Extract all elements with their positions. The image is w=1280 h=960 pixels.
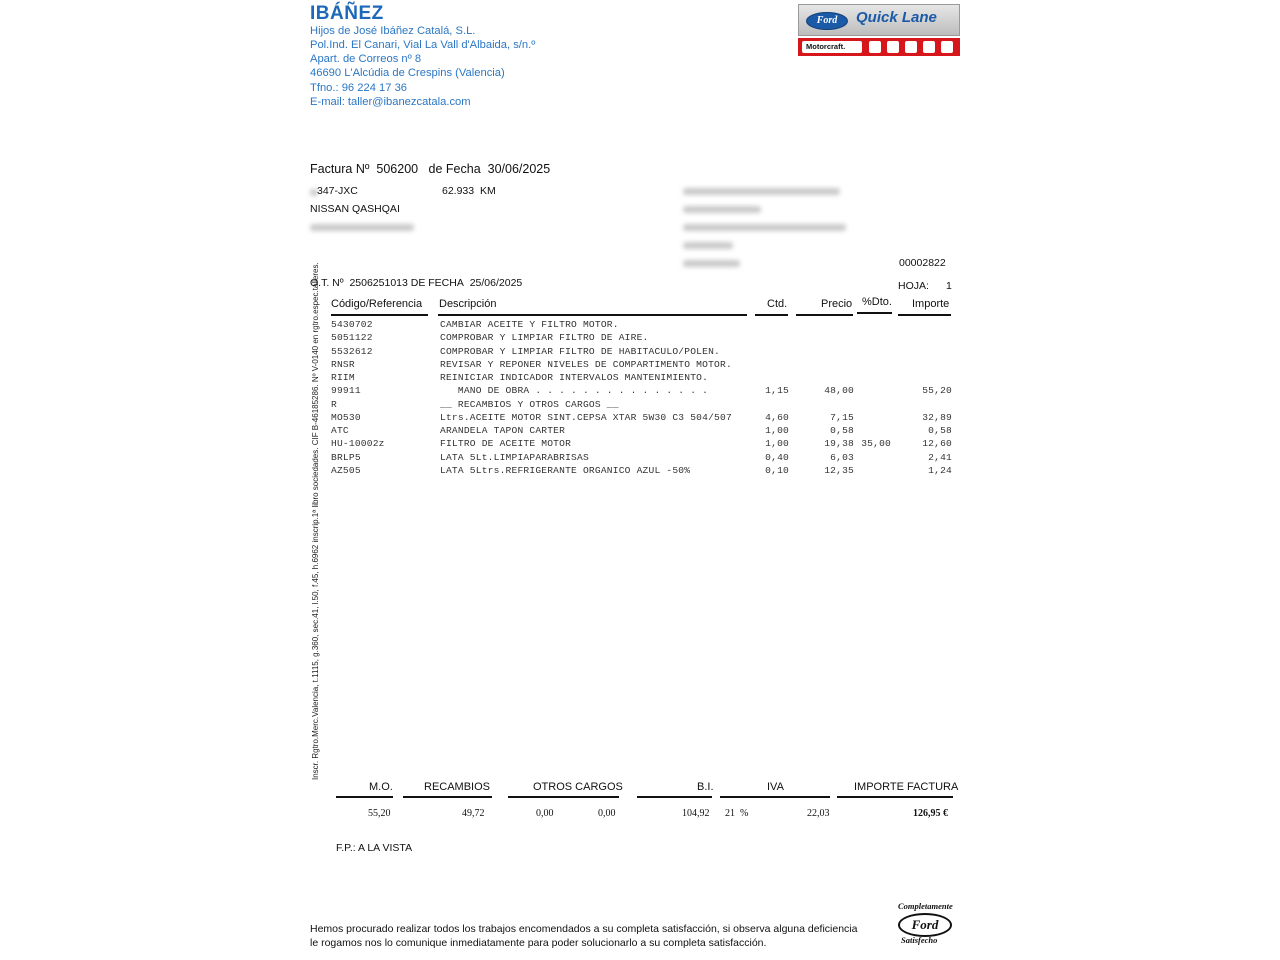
total-underline [336,796,393,798]
invoice-label: Factura Nº [310,162,370,176]
company-email: E-mail: taller@ibanezcatala.com [310,96,471,108]
motorcraft-logo: Motorcraft. [806,42,846,51]
ford-logo: Ford [806,12,848,30]
ot-label: O.T. Nº [310,277,344,289]
redacted-vin [310,224,414,231]
footer-note-line-2: le rogamos nos lo comunique inmediatamente para poder solucionarlo a su completa satisfacción. [310,937,767,949]
ot-number: 2506251013 [349,277,408,289]
row-description: ARANDELA TAPON CARTER [440,425,566,437]
row-price: 7,15 [830,411,854,423]
row-description: __ RECAMBIOS Y OTROS CARGOS __ [440,398,619,410]
row-description: LATA 5Ltrs.REFRIGERANTE ORGANICO AZUL -50% [440,464,691,476]
row-amount: 0,58 [928,425,952,437]
row-quantity: 4,60 [765,411,789,423]
total-underline [637,796,712,798]
row-amount: 2,41 [928,451,952,463]
redacted-client-province [683,242,733,249]
row-description: Ltrs.ACEITE MOTOR SINT.CEPSA XTAR 5W30 C3 504/507 [440,411,732,423]
total-base: 104,92 [682,808,710,819]
row-quantity: 0,10 [765,464,789,476]
satisfaction-top-text: Completamente [898,901,953,911]
row-quantity: 1,00 [765,438,789,450]
sheet-number: 1 [946,280,952,292]
total-other-2: 0,00 [598,808,616,819]
row-discount: 35,00 [861,438,891,450]
header-discount: %Dto. [862,296,892,308]
company-city: 46690 L'Alcúdia de Crespins (Valencia) [310,67,505,79]
vehicle-km [442,185,496,197]
redacted-client-street [683,206,761,213]
company-phone: Tfno.: 96 224 17 36 [310,82,408,94]
company-legal-name: Hijos de José Ibáñez Catalá, S.L. [310,25,476,37]
header-code: Código/Referencia [331,298,423,310]
row-price: 48,00 [824,385,854,397]
row-code: RIIM [331,372,355,384]
row-code: 5051122 [331,332,373,344]
row-price: 19,38 [824,438,854,450]
row-price: 0,58 [830,425,854,437]
battery-icon [887,41,899,53]
company-po-box: Apart. de Correos nº 8 [310,53,422,65]
row-description: FILTRO DE ACEITE MOTOR [440,438,572,450]
payment-terms: F.P.: A LA VISTA [336,842,413,854]
total-label-vat: IVA [767,781,784,793]
row-code: AZ505 [331,464,361,476]
invoice-title [310,162,550,176]
row-code: MO530 [331,411,361,423]
km-value: 62.933 [442,185,475,197]
row-price: 6,03 [830,451,854,463]
total-parts: 49,72 [462,808,485,819]
redacted-client-nif [683,260,740,267]
row-code: HU-10002z [331,438,385,450]
header-amount: Importe [912,298,950,310]
total-vat: 22,03 [807,808,830,819]
row-code: 5532612 [331,345,373,357]
row-amount: 12,60 [922,438,952,450]
tyre-icon [869,41,881,53]
row-amount: 32,89 [922,411,952,423]
ford-satisfaction-logo: Ford [898,913,952,937]
row-quantity: 1,15 [765,385,789,397]
vat-rate: 21 [725,808,735,819]
invoice-date: 30/06/2025 [487,162,551,176]
header-underline [438,314,747,316]
row-amount: 55,20 [922,385,952,397]
header-underline [796,314,853,316]
header-price: Precio [821,298,853,310]
total-underline [508,796,619,798]
total-invoice: 126,95 € [913,808,948,819]
km-unit: KM [479,185,496,197]
sheet-label: HOJA: [898,280,929,292]
total-label-labour: M.O. [369,781,393,793]
row-code: R [331,398,337,410]
header-description: Descripción [439,298,497,310]
footer-note-line-1: Hemos procurado realizar todos los trabajos encomendados a su completa satisfacción, si observa alguna deficiencia [310,923,858,935]
row-description: CAMBIAR ACEITE Y FILTRO MOTOR. [440,319,619,330]
total-label-invoice: IMPORTE FACTURA [854,781,959,793]
header-underline [331,314,428,316]
row-price: 12,35 [824,464,854,476]
satisfaction-bottom-text: Satisfecho [901,935,938,945]
quick-lane-logo: Quick Lane [856,9,937,26]
row-code: ATC [331,425,349,437]
header-underline [898,314,951,316]
brake-icon [941,41,953,53]
registry-text: Inscr. Rgtro.Merc.Valencia, t.1115, g.360, sec.41, l.50, f.45, h.6962 inscrip.1ª libro sociedades. CIF B-46185286. Nº V-0140 en rgtro.espec.talleres. [311,262,320,780]
total-underline [720,796,830,798]
vehicle-model: NISSAN QASHQAI [310,203,400,215]
client-code: 00002822 [899,257,946,269]
total-underline [837,796,953,798]
oil-icon [905,41,917,53]
row-code: RNSR [331,358,355,370]
row-description: COMPROBAR Y LIMPIAR FILTRO DE HABITACULO/POLEN. [440,345,720,357]
row-code: 5430702 [331,319,373,330]
total-underline [403,796,492,798]
company-address: Pol.Ind. El Canari, Vial La Vall d'Albaida, s/n.º [310,39,536,51]
redacted-client-city [683,224,846,231]
row-description: LATA 5Lt.LIMPIAPARABRISAS [440,451,589,463]
ot-date: 25/06/2025 [469,277,523,289]
header-quantity: Ctd. [767,298,788,310]
row-amount: 1,24 [928,464,952,476]
header-underline [857,312,892,314]
total-label-base: B.I. [697,781,714,793]
invoice-number: 506200 [376,162,419,176]
wrench-icon [923,41,935,53]
row-description: REINICIAR INDICADOR INTERVALOS MANTENIMIENTO. [440,372,709,384]
row-code: 99911 [331,385,361,397]
company-name: IBÁÑEZ [310,3,384,24]
row-code: BRLP5 [331,451,361,463]
total-label-parts: RECAMBIOS [424,781,491,793]
row-description: COMPROBAR Y LIMPIAR FILTRO DE AIRE. [440,332,649,344]
invoice-date-label: de Fecha [428,162,481,176]
row-description: MANO DE OBRA . . . . . . . . . . . . . . . [440,385,709,397]
total-other-1: 0,00 [536,808,554,819]
vehicle-plate: 347-JXC [317,185,358,197]
work-order-line [310,277,522,289]
row-quantity: 0,40 [765,451,789,463]
row-description: REVISAR Y REPONER NIVELES DE COMPARTIMENTO MOTOR. [440,358,732,370]
vat-percent-sign: % [740,808,749,819]
total-label-other: OTROS CARGOS [533,781,623,793]
header-underline [755,314,788,316]
ot-date-label: DE FECHA [410,277,464,289]
redacted-client-name [683,188,840,195]
row-quantity: 1,00 [765,425,789,437]
total-labour: 55,20 [368,808,391,819]
